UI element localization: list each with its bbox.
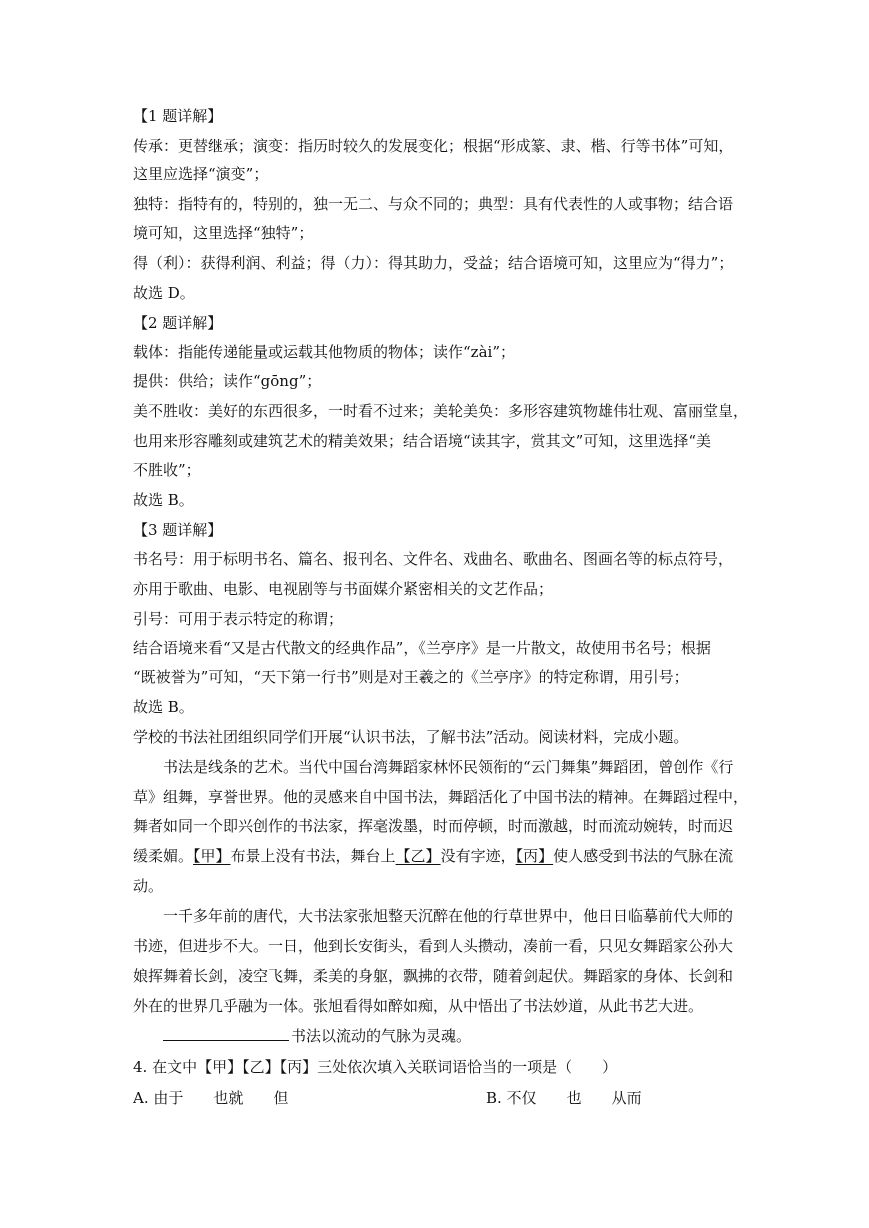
q3-heading: 【3 题详解】 [133, 521, 223, 539]
blank-marker-jia: 【甲】 [193, 847, 231, 865]
option-b [486, 1088, 642, 1108]
q2-line: 不胜收”； [133, 461, 201, 479]
passage-line [163, 1026, 769, 1046]
option-b-word: B. 不仅 [486, 1089, 537, 1107]
option-b-word: 也 [566, 1089, 582, 1107]
passage-text: 缓柔媚。 [133, 847, 194, 865]
passage-line: 书法是线条的艺术。当代中国台湾舞蹈家林怀民领衔的“云门舞集”舞蹈团，曾创作《行 [163, 758, 734, 776]
q2-line: 载体：指能传递能量或运载其他物质的物体；读作“zài”； [133, 343, 515, 361]
passage-line: 动。 [133, 877, 164, 895]
reading-intro: 学校的书法社团组织同学们开展“认识书法，了解书法”活动。阅读材料，完成小题。 [133, 728, 689, 746]
option-a-word: 也就 [213, 1089, 244, 1107]
passage-text: 没有字迹， [440, 847, 516, 865]
passage-text: 书法以流动的气脉为灵魂。 [291, 1027, 472, 1045]
q3-line: 引号：可用于表示特定的称谓； [133, 610, 344, 628]
q2-line: 提供：供给；读作“gōng”； [133, 372, 322, 390]
passage-text: 使人感受到书法的气脉在流 [553, 847, 734, 865]
option-a-word: A. 由于 [133, 1089, 184, 1107]
passage-line [133, 846, 769, 866]
q1-line: 传承：更替继承；演变：指历时较久的发展变化；根据“形成篆、隶、楷、行等书体”可知， [133, 137, 734, 155]
q2-line: 也用来形容雕刻或建筑艺术的精美效果；结合语境“读其字，赏其文”可知，这里选择“美 [133, 432, 712, 450]
fill-in-blank [163, 1026, 289, 1041]
passage-line: 书迹，但进步不大。一日，他到长安街头，看到人头攒动，凑前一看，只见女舞蹈家公孙大 [133, 937, 734, 955]
option-a-word: 但 [273, 1089, 289, 1107]
question-4-stem: 4. 在文中【甲】【乙】【丙】三处依次填入关联词语恰当的一项是（ ） [133, 1058, 618, 1076]
q1-line: 境可知，这里选择“独特”； [133, 224, 314, 242]
q1-line: 独特：指特有的，特别的，独一无二、与众不同的；典型：具有代表性的人或事物；结合语 [133, 195, 734, 213]
q2-line: 故选 B。 [133, 491, 194, 509]
q3-line: “既被誉为”可知，“天下第一行书”则是对王羲之的《兰亭序》的特定称谓，用引号； [133, 668, 689, 686]
q2-line: 美不胜收：美好的东西很多，一时看不过来；美轮美奂：多形容建筑物雄伟壮观、富丽堂皇， [133, 402, 749, 420]
q1-line: 得（利）：获得利润、利益；得（力）：得其助力，受益；结合语境可知，这里应为“得力”； [133, 254, 734, 272]
q1-line: 这里应选择“演变”； [133, 165, 269, 183]
q3-line: 故选 B。 [133, 698, 194, 716]
passage-line: 一千多年前的唐代，大书法家张旭整天沉醉在他的行草世界中，他日日临摹前代大师的 [163, 907, 734, 925]
passage-line: 草》组舞，享誉世界。他的灵感来自中国书法，舞蹈活化了中国书法的精神。在舞蹈过程中， [133, 788, 749, 806]
q1-line: 故选 D。 [133, 284, 195, 302]
passage-text: 布景上没有书法，舞台上 [230, 847, 396, 865]
blank-marker-yi: 【乙】 [395, 847, 441, 865]
blank-marker-bing: 【丙】 [515, 847, 554, 865]
q3-line: 亦用于歌曲、电影、电视剧等与书面媒介紧密相关的文艺作品； [133, 580, 554, 598]
passage-line: 外在的世界几乎融为一体。张旭看得如醉如痴，从中悟出了书法妙道，从此书艺大进。 [133, 997, 704, 1015]
passage-line: 舞者如同一个即兴创作的书法家，挥毫泼墨，时而停顿，时而激越，时而流动婉转，时而迟 [133, 817, 734, 835]
q2-heading: 【2 题详解】 [133, 314, 223, 332]
q1-heading: 【1 题详解】 [133, 107, 223, 125]
option-b-word: 从而 [611, 1089, 642, 1107]
q3-line: 结合语境来看“又是古代散文的经典作品”，《兰亭序》是一片散文，故使用书名号；根据 [133, 639, 711, 657]
option-a [133, 1088, 288, 1108]
q3-line: 书名号：用于标明书名、篇名、报刊名、文件名、戏曲名、歌曲名、图画名等的标点符号， [133, 550, 734, 568]
passage-line: 娘挥舞着长剑，凌空飞舞，柔美的身躯，飘拂的衣带，随着剑起伏。舞蹈家的身体、长剑和 [133, 967, 734, 985]
